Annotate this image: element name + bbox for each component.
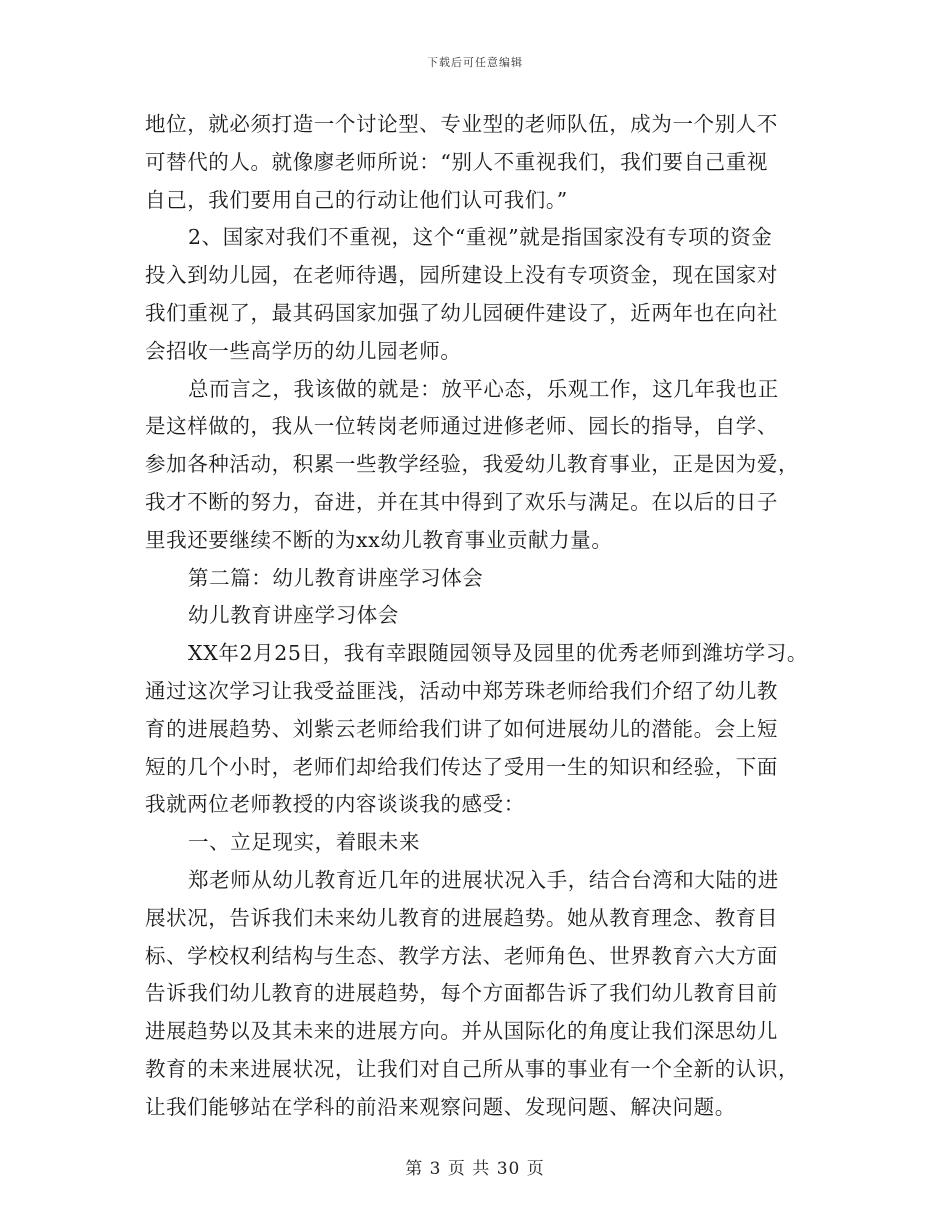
text-line: 2、国家对我们不重视，这个“重视”就是指国家没有专项的资金	[188, 225, 773, 250]
text-line: 可替代的人。就像廖老师所说：“别人不重视我们，我们要自己重视	[145, 149, 768, 174]
page-header: 下载后可任意编辑	[427, 56, 523, 69]
text-line: 展状况，告诉我们未来幼儿教育的进展趋势。她从教育理念、教育目	[145, 905, 778, 930]
text-line: XX年2月25日，我有幸跟随园领导及园里的优秀老师到潍坊学习。	[188, 641, 808, 666]
text-line: 第二篇：幼儿教育讲座学习体会	[188, 565, 484, 590]
document-body	[145, 106, 825, 1127]
text-line: 短的几个小时，老师们却给我们传达了受用一生的知识和经验，下面	[145, 754, 778, 779]
text-line: 总而言之，我该做的就是：放平心态，乐观工作，这几年我也正	[188, 376, 779, 401]
text-line: 是这样做的，我从一位转岗老师通过进修老师、园长的指导，自学、	[145, 414, 778, 439]
text-line: 让我们能够站在学科的前沿来观察问题、发现问题、解决问题。	[145, 1094, 736, 1119]
text-line: 一、立足现实，着眼未来	[188, 830, 421, 855]
text-line: 教育的未来进展状况，让我们对自己所从事的事业有一个全新的认识，	[145, 1056, 800, 1081]
text-line: 我们重视了，最其码国家加强了幼儿园硬件建设了，近两年也在向社	[145, 300, 778, 325]
text-line: 会招收一些高学历的幼儿园老师。	[145, 338, 462, 363]
text-line: 地位，就必须打造一个讨论型、专业型的老师队伍，成为一个别人不	[145, 112, 778, 136]
page-footer: 第 3 页 共 30 页	[405, 1159, 545, 1179]
text-line: 进展趋势以及其未来的进展方向。并从国际化的角度让我们深思幼儿	[145, 1019, 778, 1044]
text-line: 参加各种活动，积累一些教学经验，我爱幼儿教育事业，正是因为爱，	[145, 452, 800, 477]
text-line: 我就两位老师教授的内容谈谈我的感受：	[145, 792, 525, 817]
text-line: 自己，我们要用自己的行动让他们认可我们。”	[145, 187, 568, 212]
text-line: 标、学校权利结构与生态、教学方法、老师角色、世界教育六大方面	[145, 943, 778, 968]
text-line: 育的进展趋势、刘紫云老师给我们讲了如何进展幼儿的潜能。会上短	[145, 716, 778, 741]
text-line: 投入到幼儿园，在老师待遇，园所建设上没有专项资金，现在国家对	[145, 263, 778, 288]
text-line: 郑老师从幼儿教育近几年的进展状况入手，结合台湾和大陆的进	[188, 867, 779, 892]
text-line: 我才不断的努力，奋进，并在其中得到了欢乐与满足。在以后的日子	[145, 489, 778, 514]
text-line: 通过这次学习让我受益匪浅，活动中郑芳珠老师给我们介绍了幼儿教	[145, 678, 778, 703]
text-line: 里我还要继续不断的为xx幼儿教育事业贡献力量。	[145, 527, 613, 552]
text-line: 幼儿教育讲座学习体会	[188, 603, 399, 628]
text-line: 告诉我们幼儿教育的进展趋势，每个方面都告诉了我们幼儿教育目前	[145, 981, 778, 1006]
